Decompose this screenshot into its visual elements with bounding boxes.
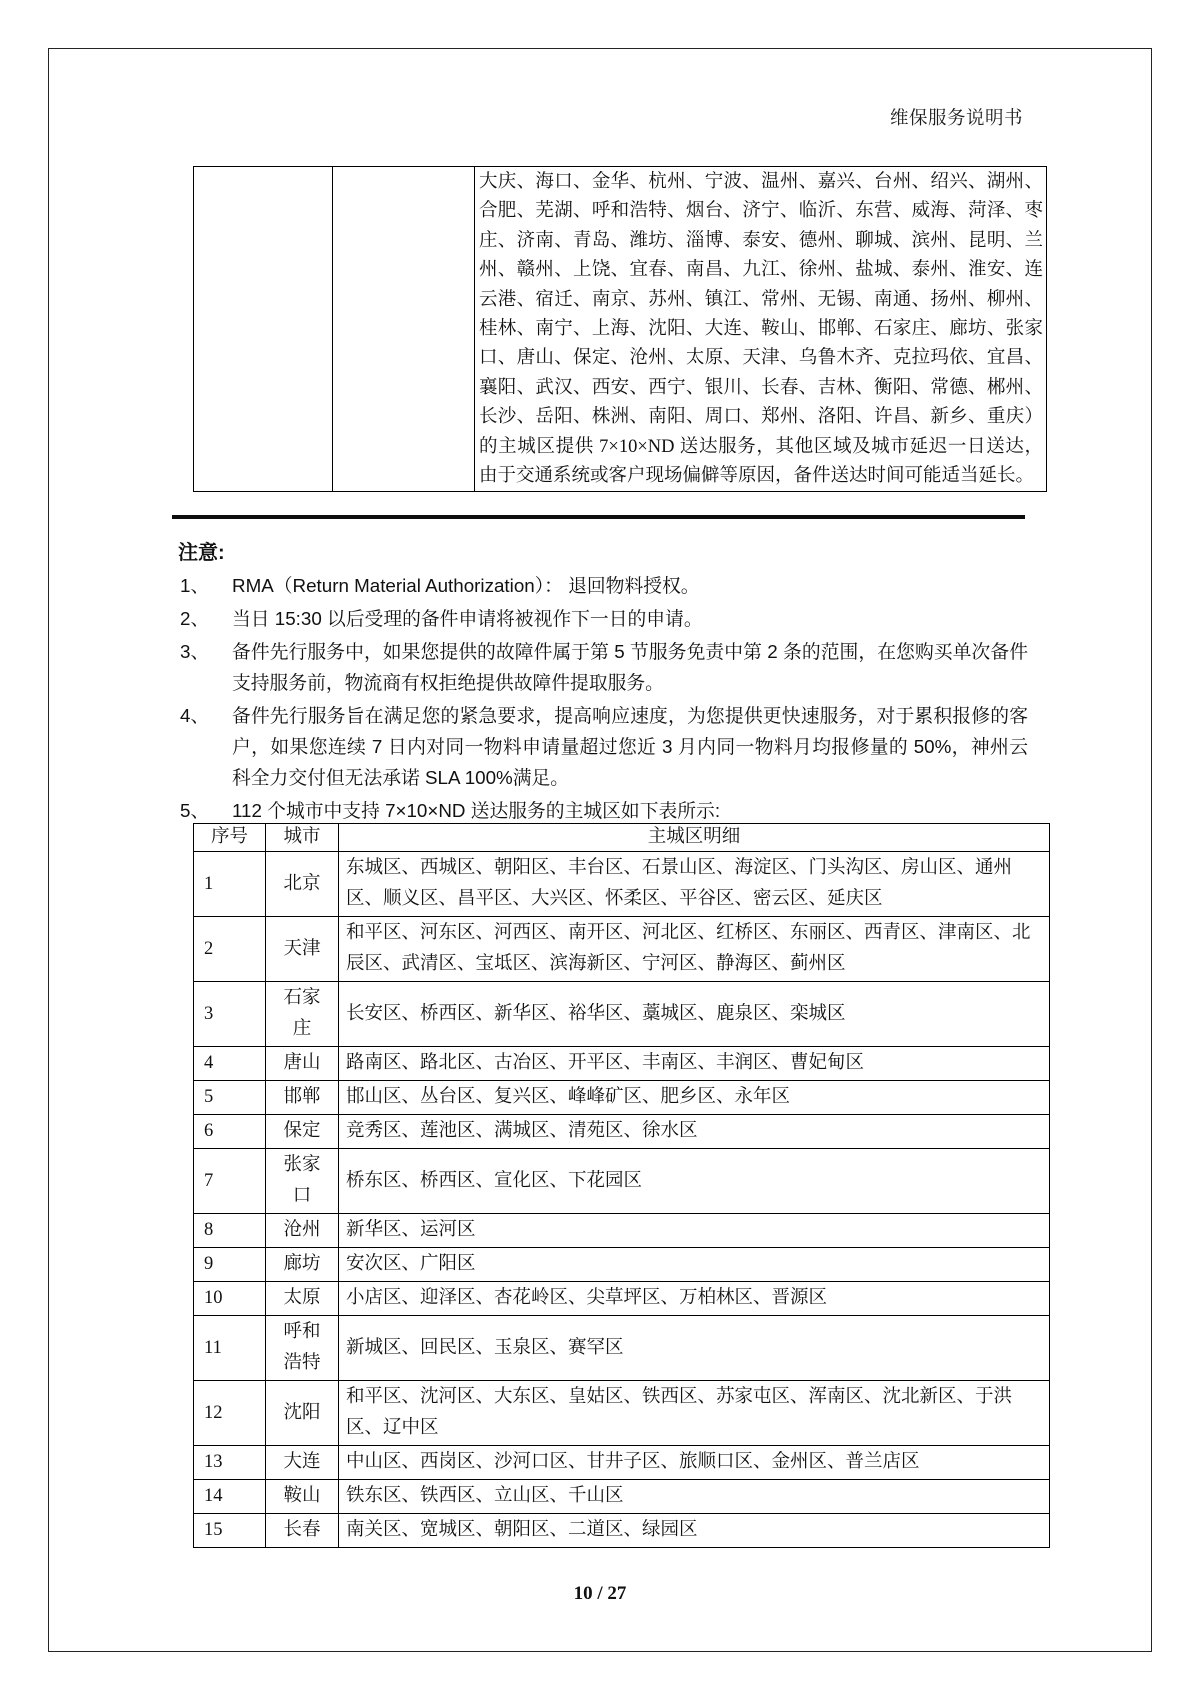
notice-item-number: 3、	[180, 641, 210, 662]
districts-table-row	[194, 1480, 1050, 1514]
districts-cell: 新城区、回民区、玉泉区、赛罕区	[339, 1316, 1050, 1381]
districts-table-row	[194, 1316, 1050, 1381]
row-index-cell: 5	[194, 1081, 266, 1115]
notice-item	[180, 603, 1028, 634]
districts-cell: 路南区、路北区、古冶区、开平区、丰南区、丰润区、曹妃甸区	[339, 1047, 1050, 1081]
city-cell: 沈阳	[266, 1381, 339, 1446]
notice-list	[180, 570, 1028, 828]
row-index-cell: 4	[194, 1047, 266, 1081]
city-cell: 唐山	[266, 1047, 339, 1081]
notice-item-number: 2、	[180, 608, 210, 629]
districts-cell: 中山区、西岗区、沙河口区、甘井子区、旅顺口区、金州区、普兰店区	[339, 1446, 1050, 1480]
row-index-cell: 3	[194, 982, 266, 1047]
city-cell: 沧州	[266, 1214, 339, 1248]
city-cell: 北京	[266, 852, 339, 917]
districts-table-row	[194, 982, 1050, 1047]
city-cell: 保定	[266, 1115, 339, 1149]
row-index-cell: 11	[194, 1316, 266, 1381]
continuation-table-empty-cell-2	[333, 167, 475, 491]
notice-item	[180, 570, 1028, 601]
row-index-cell: 13	[194, 1446, 266, 1480]
col-header-city: 城市	[266, 824, 339, 852]
row-index-cell: 7	[194, 1149, 266, 1214]
districts-cell: 竞秀区、莲池区、满城区、清苑区、徐水区	[339, 1115, 1050, 1149]
row-index-cell: 8	[194, 1214, 266, 1248]
notice-item-text: 备件先行服务旨在满足您的紧急要求，提高响应速度，为您提供更快速服务，对于累积报修的客户，如果您连续 7 日内对同一物料申请量超过您近 3 月内同一物料月均报修量的 50%，神州云科全力交付但无法承诺 SLA 100%满足。	[232, 705, 1028, 788]
row-index-cell: 6	[194, 1115, 266, 1149]
districts-table-row	[194, 1514, 1050, 1548]
districts-table-row	[194, 1081, 1050, 1115]
districts-table-row	[194, 1149, 1050, 1214]
col-header-index: 序号	[194, 824, 266, 852]
city-cell: 石家庄	[266, 982, 339, 1047]
districts-cell: 和平区、沈河区、大东区、皇姑区、铁西区、苏家屯区、浑南区、沈北新区、于洪区、辽中区	[339, 1381, 1050, 1446]
row-index-cell: 14	[194, 1480, 266, 1514]
page-number: 10 / 27	[573, 1583, 627, 1604]
districts-table-row	[194, 1381, 1050, 1446]
districts-cell: 东城区、西城区、朝阳区、丰台区、石景山区、海淀区、门头沟区、房山区、通州区、顺义区、昌平区、大兴区、怀柔区、平谷区、密云区、延庆区	[339, 852, 1050, 917]
city-cell: 太原	[266, 1282, 339, 1316]
continuation-table-empty-cell-1	[194, 167, 333, 491]
districts-table-row	[194, 1047, 1050, 1081]
section-divider-rule	[172, 515, 1025, 519]
city-cell: 大连	[266, 1446, 339, 1480]
row-index-cell: 1	[194, 852, 266, 917]
notice-item	[180, 700, 1028, 793]
city-cell: 呼和浩特	[266, 1316, 339, 1381]
row-index-cell: 9	[194, 1248, 266, 1282]
notice-item-number: 5、	[180, 800, 210, 821]
notice-label: 注意:	[178, 542, 225, 564]
notice-item	[180, 795, 1028, 826]
row-index-cell: 12	[194, 1381, 266, 1446]
city-cell: 廊坊	[266, 1248, 339, 1282]
notice-item-text: 112 个城市中支持 7×10×ND 送达服务的主城区如下表所示:	[232, 800, 721, 821]
row-index-cell: 10	[194, 1282, 266, 1316]
row-index-cell: 15	[194, 1514, 266, 1548]
districts-table-row	[194, 1282, 1050, 1316]
districts-cell: 安次区、广阳区	[339, 1248, 1050, 1282]
districts-cell: 铁东区、铁西区、立山区、千山区	[339, 1480, 1050, 1514]
notice-item-text: 当日 15:30 以后受理的备件申请将被视作下一日的申请。	[232, 608, 703, 629]
city-cell: 邯郸	[266, 1081, 339, 1115]
districts-table-header-row	[194, 824, 1050, 852]
notice-item-text: RMA（Return Material Authorization）： 退回物料授权。	[232, 575, 700, 596]
districts-table-row	[194, 1248, 1050, 1282]
districts-cell: 小店区、迎泽区、杏花岭区、尖草坪区、万柏林区、晋源区	[339, 1282, 1050, 1316]
districts-table-row	[194, 1214, 1050, 1248]
page-header-title: 维保服务说明书	[890, 109, 1024, 129]
districts-cell: 邯山区、丛台区、复兴区、峰峰矿区、肥乡区、永年区	[339, 1081, 1050, 1115]
districts-cell: 南关区、宽城区、朝阳区、二道区、绿园区	[339, 1514, 1050, 1548]
districts-cell: 桥东区、桥西区、宣化区、下花园区	[339, 1149, 1050, 1214]
notice-item	[180, 636, 1028, 698]
districts-table-row	[194, 1115, 1050, 1149]
city-cell: 张家口	[266, 1149, 339, 1214]
districts-cell: 和平区、河东区、河西区、南开区、河北区、红桥区、东丽区、西青区、津南区、北辰区、武清区、宝坻区、滨海新区、宁河区、静海区、蓟州区	[339, 917, 1050, 982]
city-cell: 天津	[266, 917, 339, 982]
notice-item-number: 1、	[180, 575, 210, 596]
city-cell: 鞍山	[266, 1480, 339, 1514]
districts-table-row	[194, 917, 1050, 982]
districts-table-row	[194, 1446, 1050, 1480]
districts-table	[193, 823, 1050, 1548]
col-header-districts: 主城区明细	[339, 824, 1050, 852]
city-cell: 长春	[266, 1514, 339, 1548]
districts-cell: 新华区、运河区	[339, 1214, 1050, 1248]
notice-item-number: 4、	[180, 705, 210, 726]
districts-table-row	[194, 852, 1050, 917]
districts-cell: 长安区、桥西区、新华区、裕华区、藁城区、鹿泉区、栾城区	[339, 982, 1050, 1047]
row-index-cell: 2	[194, 917, 266, 982]
notice-item-text: 备件先行服务中，如果您提供的故障件属于第 5 节服务免责中第 2 条的范围，在您购买单次备件支持服务前，物流商有权拒绝提供故障件提取服务。	[232, 641, 1028, 693]
continuation-table	[193, 166, 1047, 492]
continuation-table-city-paragraph: 大庆、海口、金华、杭州、宁波、温州、嘉兴、台州、绍兴、湖州、合肥、芜湖、呼和浩特、烟台、济宁、临沂、东营、威海、菏泽、枣庄、济南、青岛、潍坊、淄博、泰安、德州、聊城、滨州、昆明、兰州、赣州、上饶、宜春、南昌、九江、徐州、盐城、泰州、淮安、连云港、宿迁、南京、苏州、镇江、常州、无锡、南通、扬州、柳州、桂林、南宁、上海、沈阳、大连、鞍山、邯郸、石家庄、廊坊、张家口、唐山、保定、沧州、太原、天津、乌鲁木齐、克拉玛依、宜昌、襄阳、武汉、西安、西宁、银川、长春、吉林、衡阳、常德、郴州、长沙、岳阳、株洲、南阳、周口、郑州、洛阳、许昌、新乡、重庆）的主城区提供 7×10×ND 送达服务，其他区域及城市延迟一日送达，由于交通系统或客户现场偏僻等原因，备件送达时间可能适当延长。	[479, 172, 1043, 487]
